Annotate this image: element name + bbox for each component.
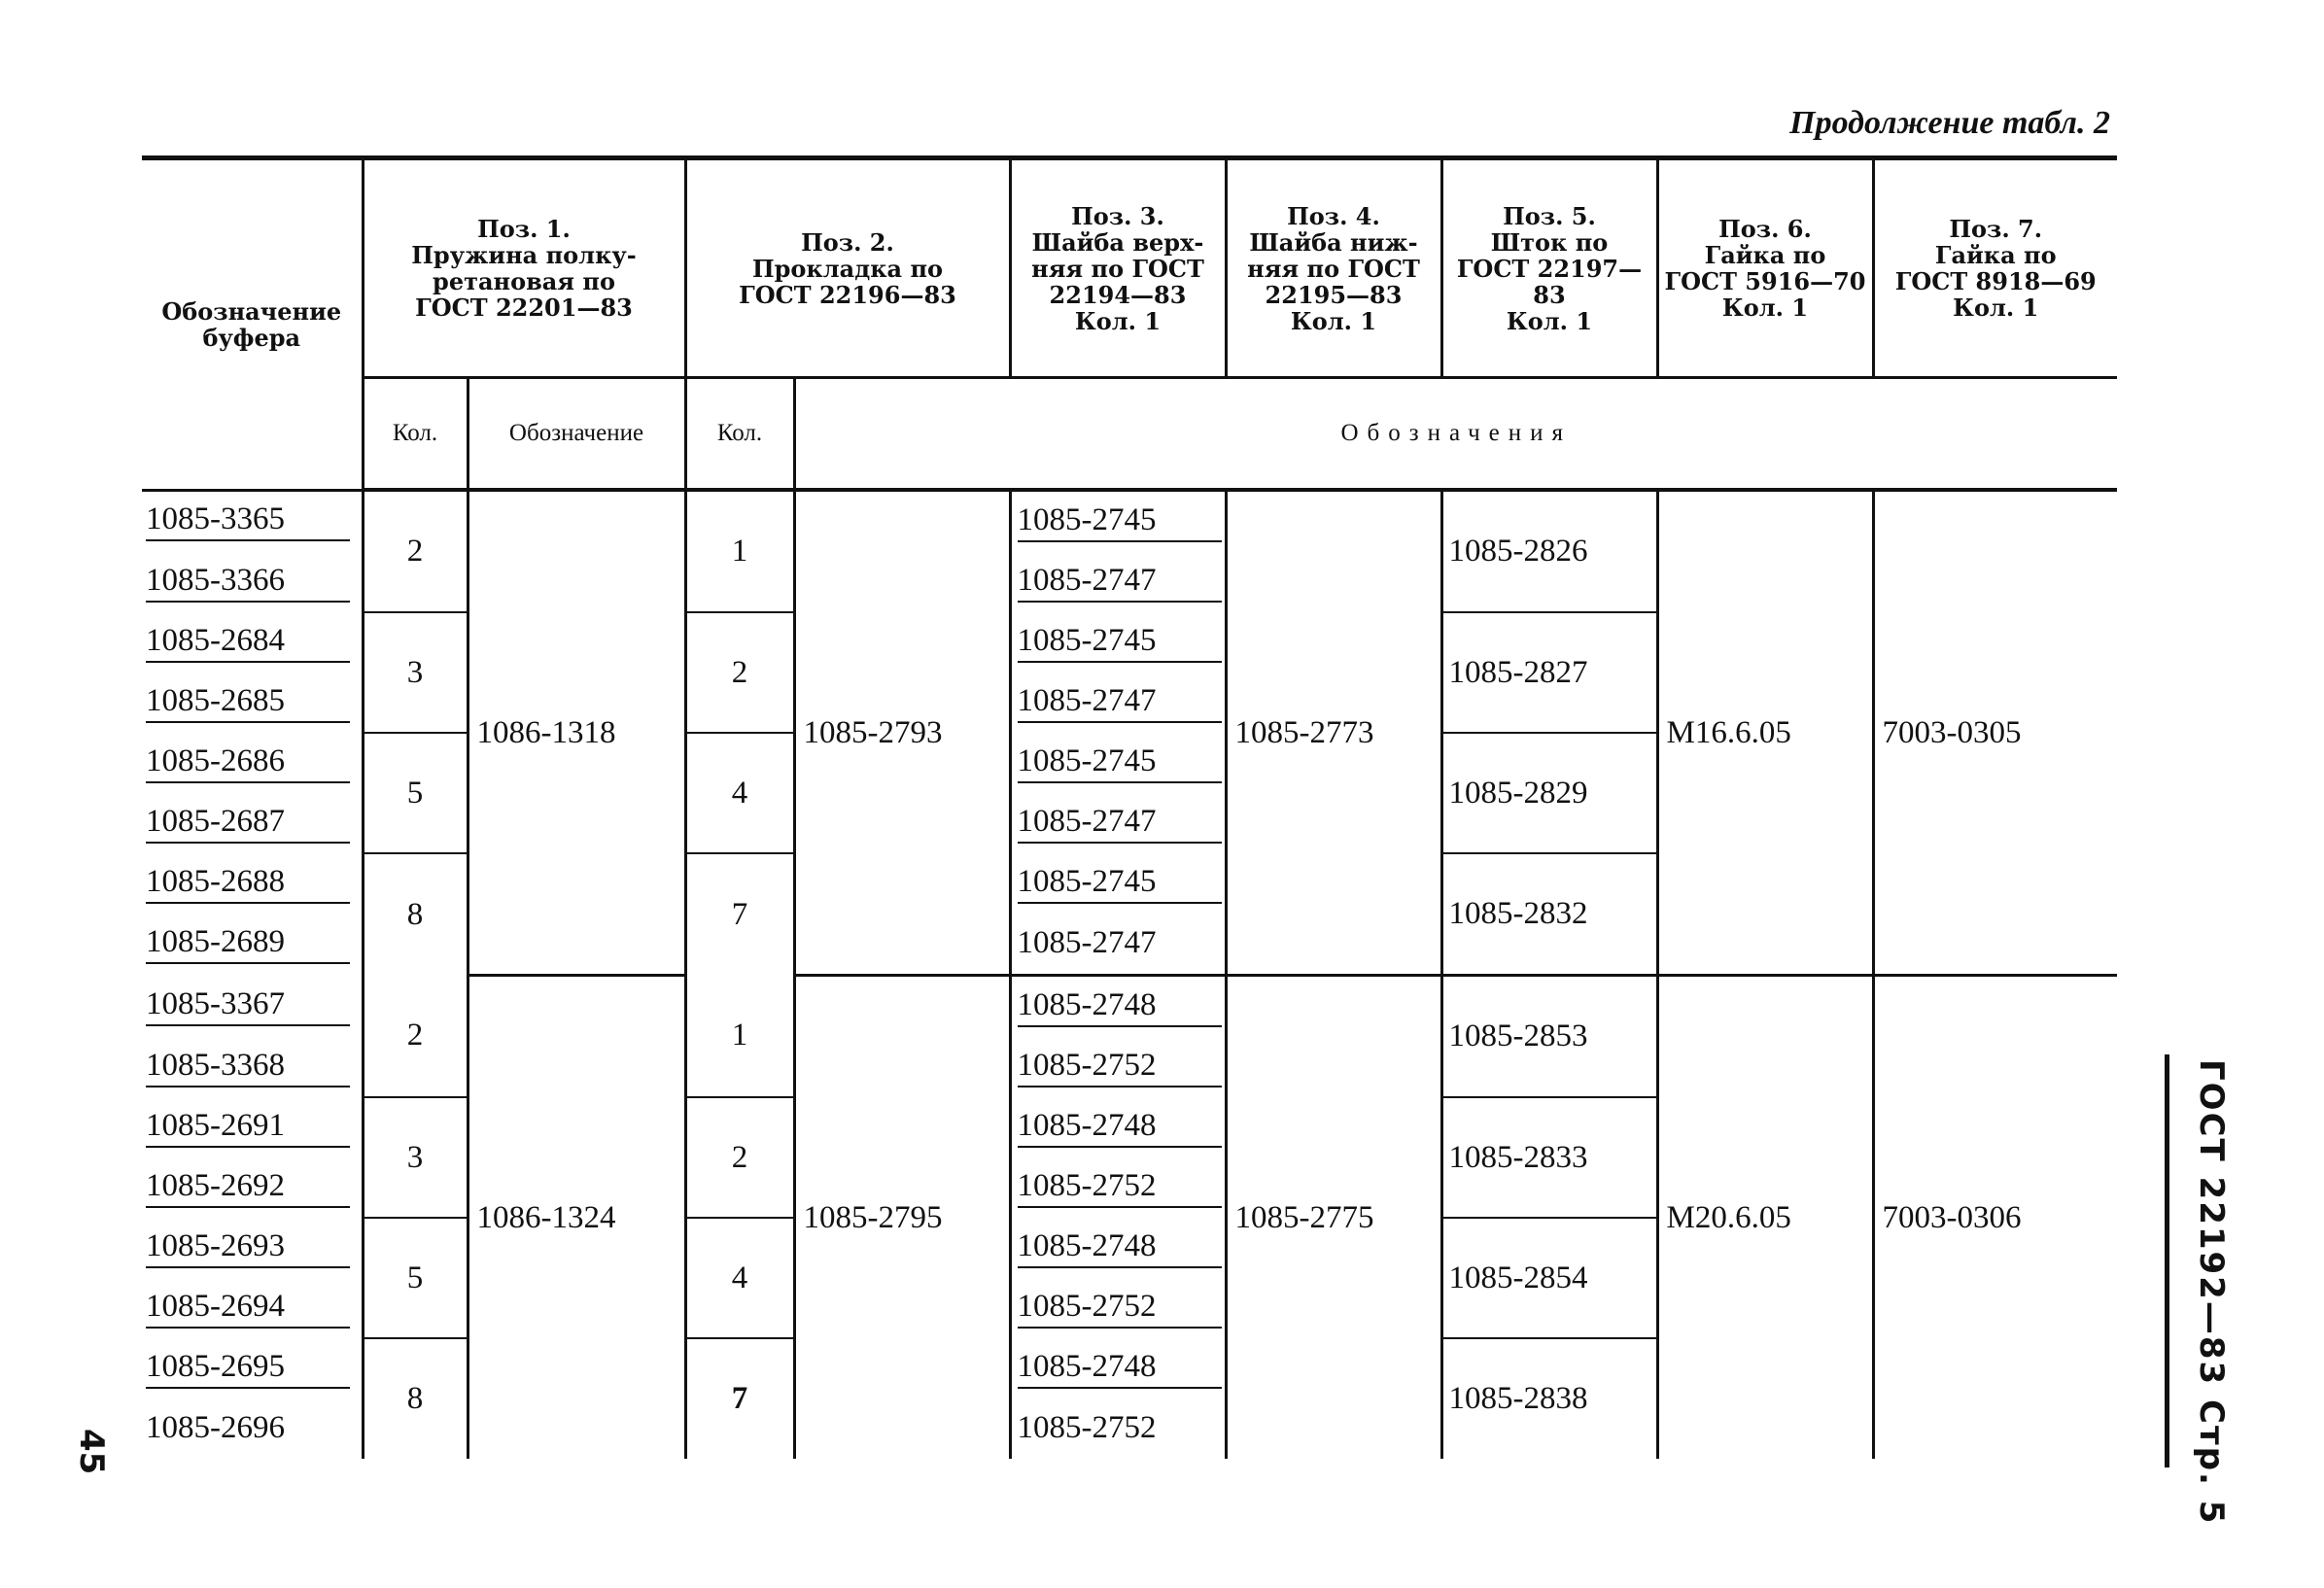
pos5-designation: 1085-2832	[1441, 853, 1657, 976]
buffer-code: 1085-2695	[142, 1338, 363, 1398]
pos2-qty: 7	[685, 853, 794, 976]
pos1-qty: 2	[363, 976, 468, 1098]
buffer-code: 1085-2688	[142, 853, 363, 914]
pos1-qty: 5	[363, 1218, 468, 1338]
pos3-designation: 1085-2747	[1010, 793, 1226, 853]
pos1-qty: 3	[363, 1097, 468, 1218]
table-row	[142, 490, 2117, 552]
header-designations: Обозначения	[794, 378, 2117, 491]
buffer-code: 1085-3368	[142, 1037, 363, 1097]
pos2-designation: 1085-2795	[794, 976, 1010, 1460]
buffer-code: 1085-2686	[142, 733, 363, 793]
side-rule	[2165, 1054, 2169, 1467]
header-pos4: Поз. 4. Шайба ниж- няя по ГОСТ 22195—83 Кол. 1	[1226, 158, 1441, 378]
pos3-designation: 1085-2747	[1010, 552, 1226, 612]
pos1-designation: 1086-1324	[468, 976, 685, 1460]
pos7-designation: 7003-0306	[1873, 976, 2117, 1460]
pos2-qty: 1	[685, 976, 794, 1098]
pos3-designation: 1085-2752	[1010, 1278, 1226, 1338]
buffer-code: 1085-3367	[142, 976, 363, 1038]
pos3-designation: 1085-2748	[1010, 1097, 1226, 1157]
buffer-code: 1085-2684	[142, 612, 363, 673]
header-pos3: Поз. 3. Шайба верх- няя по ГОСТ 22194—83 Кол. 1	[1010, 158, 1226, 378]
pos3-designation: 1085-2748	[1010, 976, 1226, 1038]
header-buffer: Обозначение буфера	[142, 158, 363, 491]
pos5-designation: 1085-2853	[1441, 976, 1657, 1098]
pos3-designation: 1085-2745	[1010, 490, 1226, 552]
page-number-text: 45	[72, 1429, 111, 1475]
pos3-designation: 1085-2747	[1010, 673, 1226, 733]
pos2-qty: 4	[685, 733, 794, 853]
parts-table	[142, 155, 2117, 1459]
buffer-code: 1085-2696	[142, 1398, 363, 1459]
standard-label-text: ГОСТ 22192—83 Стр. 5	[2192, 1059, 2231, 1526]
pos1-qty: 8	[363, 1338, 468, 1459]
pos5-designation: 1085-2854	[1441, 1218, 1657, 1338]
header-pos2: Поз. 2. Прокладка по ГОСТ 22196—83	[685, 158, 1010, 378]
pos3-designation: 1085-2745	[1010, 853, 1226, 914]
table-body	[142, 490, 2117, 1459]
standard-label	[2172, 1059, 2231, 1526]
buffer-code: 1085-2693	[142, 1218, 363, 1278]
pos4-designation: 1085-2773	[1226, 490, 1441, 976]
pos3-designation: 1085-2752	[1010, 1398, 1226, 1459]
header-pos1-designation: Обозначение	[468, 378, 685, 491]
pos6-designation: M20.6.05	[1657, 976, 1873, 1460]
buffer-code: 1085-2691	[142, 1097, 363, 1157]
pos7-designation: 7003-0305	[1873, 490, 2117, 976]
pos5-designation: 1085-2838	[1441, 1338, 1657, 1459]
pos3-designation: 1085-2752	[1010, 1037, 1226, 1097]
buffer-code: 1085-2692	[142, 1157, 363, 1218]
header-pos6: Поз. 6. Гайка по ГОСТ 5916—70 Кол. 1	[1657, 158, 1873, 378]
pos1-designation: 1086-1318	[468, 490, 685, 976]
header-pos2-qty: Кол.	[685, 378, 794, 491]
pos5-designation: 1085-2826	[1441, 490, 1657, 612]
pos1-qty: 2	[363, 490, 468, 612]
pos2-qty: 1	[685, 490, 794, 612]
pos4-designation: 1085-2775	[1226, 976, 1441, 1460]
header-pos7: Поз. 7. Гайка по ГОСТ 8918—69 Кол. 1	[1873, 158, 2117, 378]
buffer-code: 1085-2689	[142, 914, 363, 976]
pos1-qty: 8	[363, 853, 468, 976]
pos3-designation: 1085-2748	[1010, 1218, 1226, 1278]
pos1-qty: 5	[363, 733, 468, 853]
buffer-code: 1085-3365	[142, 490, 363, 552]
buffer-code: 1085-2694	[142, 1278, 363, 1338]
pos3-designation: 1085-2745	[1010, 733, 1226, 793]
pos2-qty: 2	[685, 612, 794, 733]
pos2-qty: 7	[685, 1338, 794, 1459]
pos2-designation: 1085-2793	[794, 490, 1010, 976]
table-row	[142, 976, 2117, 1038]
pos5-designation: 1085-2827	[1441, 612, 1657, 733]
buffer-code: 1085-3366	[142, 552, 363, 612]
page-number	[72, 1429, 111, 1487]
header-pos1-qty: Кол.	[363, 378, 468, 491]
pos3-designation: 1085-2748	[1010, 1338, 1226, 1398]
pos5-designation: 1085-2833	[1441, 1097, 1657, 1218]
pos2-qty: 4	[685, 1218, 794, 1338]
buffer-code: 1085-2685	[142, 673, 363, 733]
pos1-qty: 3	[363, 612, 468, 733]
table-continuation-caption: Продолжение табл. 2	[1789, 105, 2110, 141]
header-pos1: Поз. 1. Пружина полку- ретановая по ГОСТ 22201—83	[363, 158, 685, 378]
pos5-designation: 1085-2829	[1441, 733, 1657, 853]
pos3-designation: 1085-2747	[1010, 914, 1226, 976]
pos6-designation: M16.6.05	[1657, 490, 1873, 976]
pos3-designation: 1085-2745	[1010, 612, 1226, 673]
pos2-qty: 2	[685, 1097, 794, 1218]
pos3-designation: 1085-2752	[1010, 1157, 1226, 1218]
header-pos5: Поз. 5. Шток по ГОСТ 22197—83 Кол. 1	[1441, 158, 1657, 378]
buffer-code: 1085-2687	[142, 793, 363, 853]
